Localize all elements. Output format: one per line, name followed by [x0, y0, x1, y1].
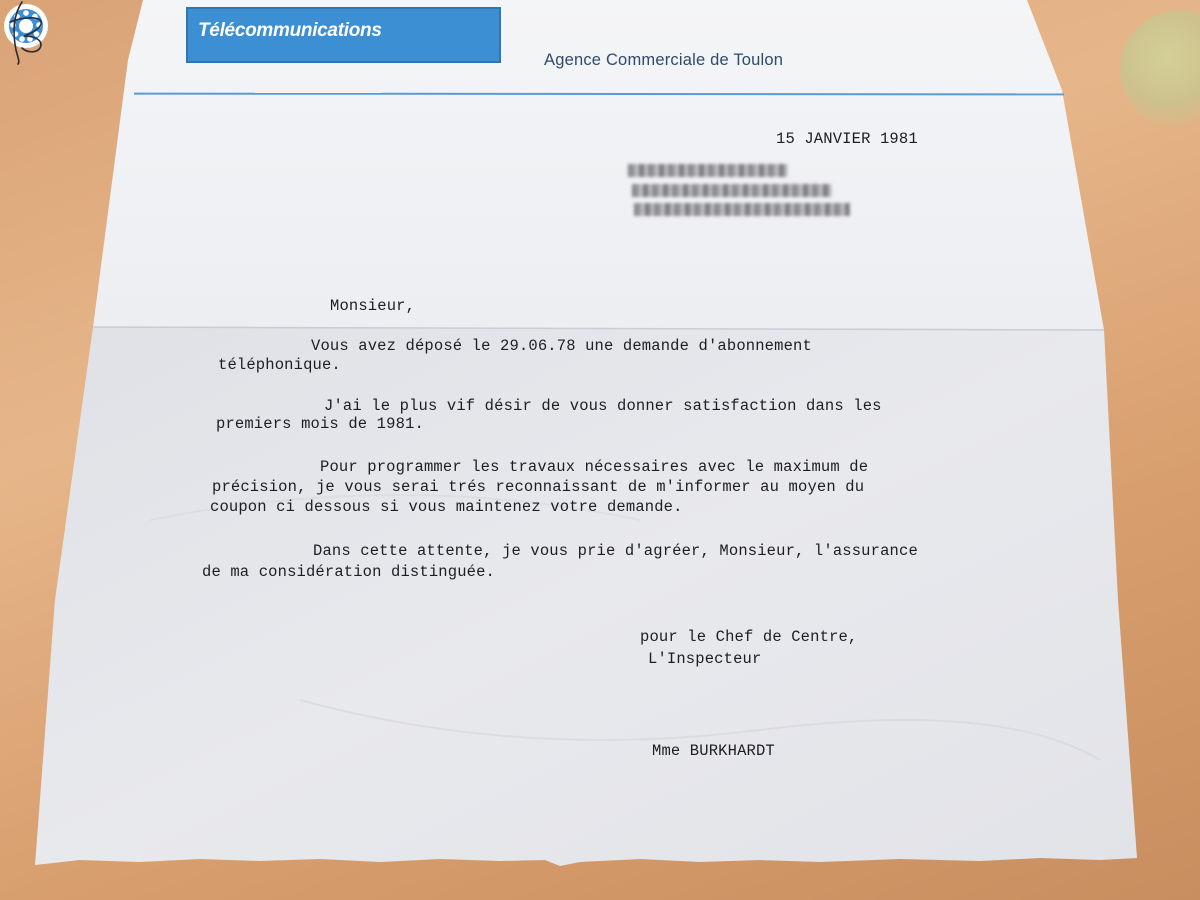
salutation: Monsieur,: [330, 297, 416, 315]
paragraph-1-line-2: téléphonique.: [218, 356, 341, 374]
agency-name: Agence Commerciale de Toulon: [544, 51, 784, 69]
closing-line-1: pour le Chef de Centre,: [640, 628, 858, 646]
paragraph-3-line-2: précision, je vous serai trés reconnaissant de m'informer au moyen du: [212, 478, 865, 496]
paragraph-3-line-1: Pour programmer les travaux nécessaires avec le maximum de: [320, 458, 869, 476]
paragraph-1-line-1: Vous avez déposé le 29.06.78 une demande d'abonnement: [311, 337, 812, 355]
brand-name: Télécommunications: [198, 20, 382, 41]
handwritten-signature: [0, 0, 60, 66]
paragraph-4-line-1: Dans cette attente, je vous prie d'agréer, Monsieur, l'assurance: [313, 542, 918, 560]
letter-date: 15 JANVIER 1981: [776, 130, 918, 148]
paragraph-4-line-2: de ma considération distinguée.: [202, 563, 495, 581]
signatory-name: Mme BURKHARDT: [652, 742, 775, 760]
closing-line-2: L'Inspecteur: [648, 650, 762, 668]
paragraph-3-line-3: coupon ci dessous si vous maintenez votre demande.: [210, 498, 683, 516]
paragraph-2-line-2: premiers mois de 1981.: [216, 415, 424, 433]
paragraph-2-line-1: J'ai le plus vif désir de vous donner satisfaction dans les: [324, 397, 882, 415]
